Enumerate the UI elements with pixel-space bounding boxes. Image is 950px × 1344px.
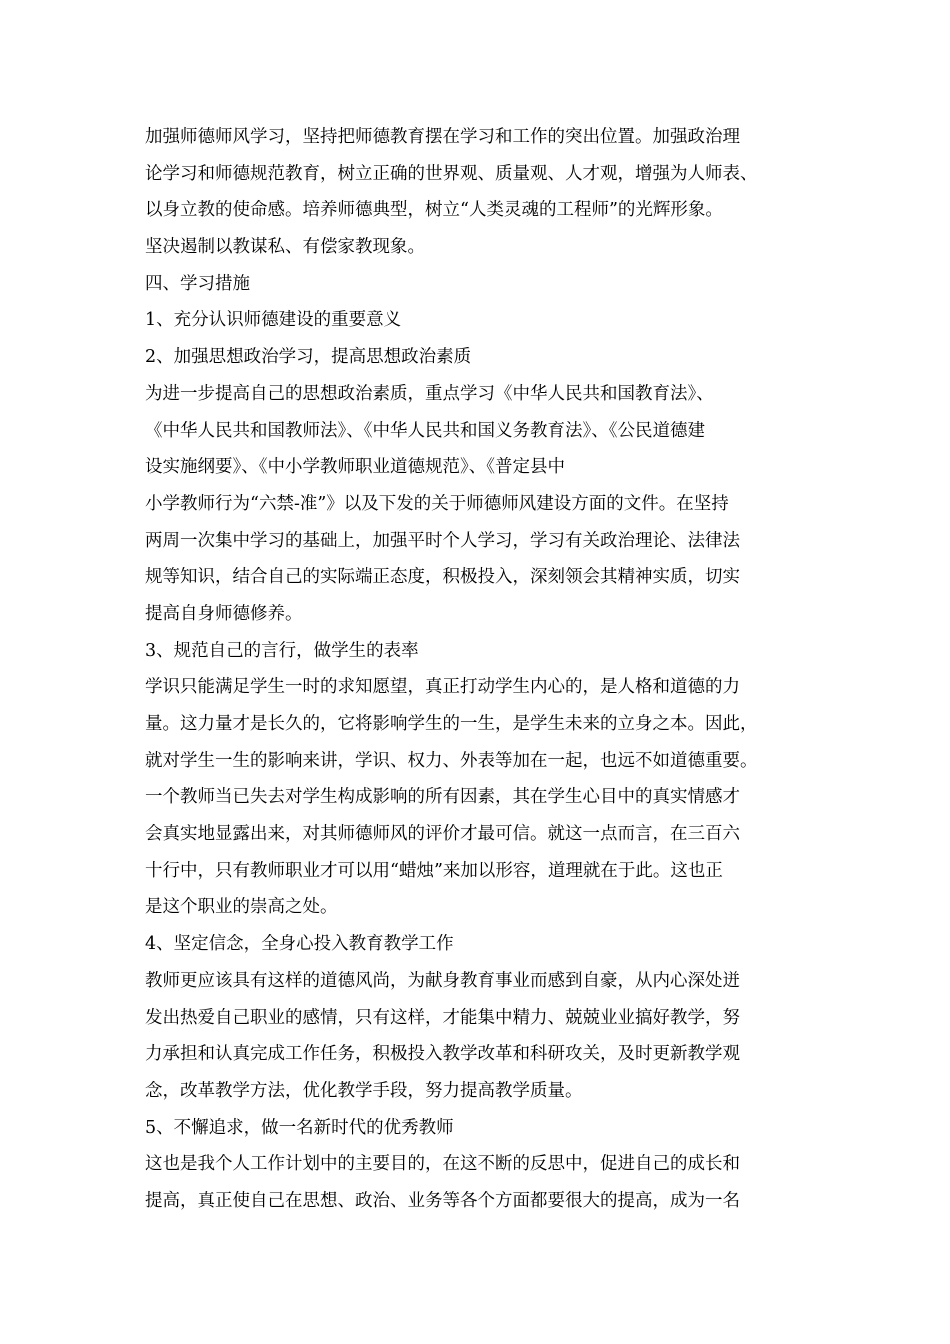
section-heading: 四、学习措施 — [145, 273, 250, 294]
text-line: 量。这力量才是长久的，它将影响学生的一生，是学生未来的立身之本。因此， — [145, 714, 758, 734]
text-line: 两周一次集中学习的基础上，加强平时个人学习，学习有关政治理论、法律法 — [145, 530, 740, 551]
text-line: 是这个职业的崇高之处。 — [145, 897, 338, 918]
text-line: 提高，真正使自己在思想、政治、业务等各个方面都要很大的提高，成为一名 — [145, 1190, 740, 1211]
text-line: 论学习和师德规范教育，树立正确的世界观、质量观、人才观，增强为人师表、 — [145, 163, 758, 184]
text-line: 规等知识，结合自己的实际端正态度，积极投入，深刻领会其精神实质，切实 — [145, 567, 740, 588]
subsection-heading: 2、加强思想政治学习，提高思想政治素质 — [145, 347, 472, 368]
document-body — [145, 119, 810, 1220]
subsection-heading: 4、坚定信念，全身心投入教育教学工作 — [145, 934, 454, 955]
text-line: 设实施纲要》、《中小学教师职业道德规范》、《普定县中 — [145, 457, 565, 478]
text-line: 为进一步提高自己的思想政治素质，重点学习《中华人民共和国教育法》、 — [145, 383, 714, 404]
text-line: 会真实地显露出来，对其师德师风的评价才最可信。就这一点而言，在三百六 — [145, 824, 740, 845]
text-line: 坚决遏制以教谋私、有偿家教现象。 — [145, 237, 425, 258]
text-line: 念，改革教学方法，优化教学手段，努力提高教学质量。 — [145, 1080, 583, 1101]
text-line: 力承担和认真完成工作任务，积极投入教学改革和科研攻关，及时更新教学观 — [145, 1044, 740, 1065]
text-line: 提高自身师德修养。 — [145, 603, 303, 624]
text-line: 这也是我个人工作计划中的主要目的，在这不断的反思中，促进自己的成长和 — [145, 1154, 740, 1175]
text-line: 加强师德师风学习，坚持把师德教育摆在学习和工作的突出位置。加强政治理 — [145, 127, 740, 147]
text-line: 学识只能满足学生一时的求知愿望，真正打动学生内心的，是人格和道德的力 — [145, 677, 740, 698]
text-line: 就对学生一生的影响来讲，学识、权力、外表等加在一起，也远不如道德重要。 — [145, 750, 758, 771]
text-line: 《中华人民共和国教师法》、《中华人民共和国义务教育法》、《公民道德建 — [145, 420, 705, 441]
text-line: 发出热爱自己职业的感情，只有这样，才能集中精力、兢兢业业搞好教学，努 — [145, 1007, 740, 1028]
subsection-heading: 1、充分认识师德建设的重要意义 — [145, 310, 402, 331]
text-line: 十行中，只有教师职业才可以用“蜡烛”来加以形容，道理就在于此。这也正 — [145, 860, 723, 881]
text-line: 一个教师当已失去对学生构成影响的所有因素，其在学生心目中的真实情感才 — [145, 787, 740, 808]
text-line: 教师更应该具有这样的道德风尚，为献身教育事业而感到自豪，从内心深处迸 — [145, 970, 740, 991]
subsection-heading: 5、不懈追求，做一名新时代的优秀教师 — [145, 1117, 454, 1138]
text-line: 以身立教的使命感。培养师德典型，树立“人类灵魂的工程师”的光辉形象。 — [145, 200, 723, 221]
subsection-heading: 3、规范自己的言行，做学生的表率 — [145, 640, 419, 661]
text-line: 小学教师行为“六禁-准”》以及下发的关于师德师风建设方面的文件。在坚持 — [145, 493, 729, 514]
